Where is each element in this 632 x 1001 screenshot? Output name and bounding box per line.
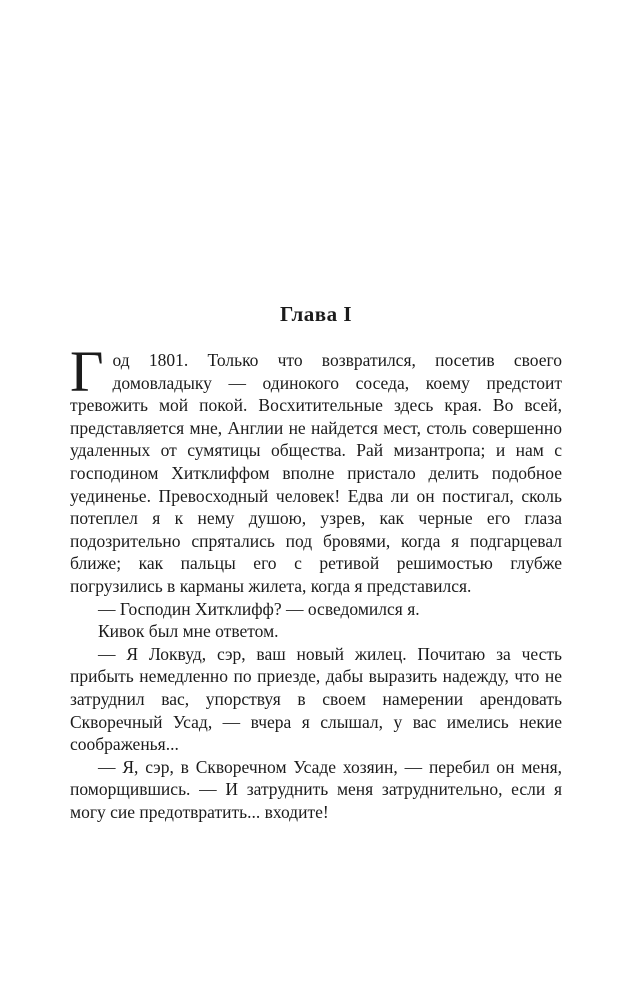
paragraph-dialogue-2: — Я Локвуд, сэр, ваш новый жилец. Почитаю за честь прибыть немедленно по приезде, дабы выразить надежду, что не затруднил вас, упорствуя в своем намерении арендовать Скворечный Усад, — вчера я слышал, у вас имелись некие соображенья... — [70, 643, 562, 755]
chapter-title: Глава I — [279, 302, 353, 326]
text-block — [70, 339, 562, 823]
paragraph-narration-1: Кивок был мне ответом. — [98, 621, 279, 642]
paragraph-dialogue-1: — Господин Хитклифф? — осведомился я. — [98, 598, 420, 619]
paragraph-dialogue-3: — Я, сэр, в Скворечном Усаде хозяин, — перебил он меня, поморщившись. — И затруднить меня затруднительно, если я могу сие предотвратить... входите! — [70, 756, 562, 822]
paragraph-opening — [70, 339, 562, 598]
paragraph-opening-text: од 1801. Только что возвратился, посетив своего домовладыку — одинокого соседа, коему предстоит тревожить мой покой. Восхитительные здесь края. Во всей, представляется мне, Англии не найдется мест, столь совершенно удаленных от сумятицы общества. Рай мизантропа; и нам с господином Хитклиффом вполне пристало делить подобное уединенье. Превосходный человек! Едва ли он постигал, сколь потеплел я к нему душою, узрев, как черные его глаза подозрительно спрятались под бровями, когда я подгарцевал ближе; как пальцы его с ретивой решимостью глубже погрузились в карманы жилета, когда я представился. — [70, 350, 562, 596]
drop-cap: Г — [70, 339, 104, 404]
